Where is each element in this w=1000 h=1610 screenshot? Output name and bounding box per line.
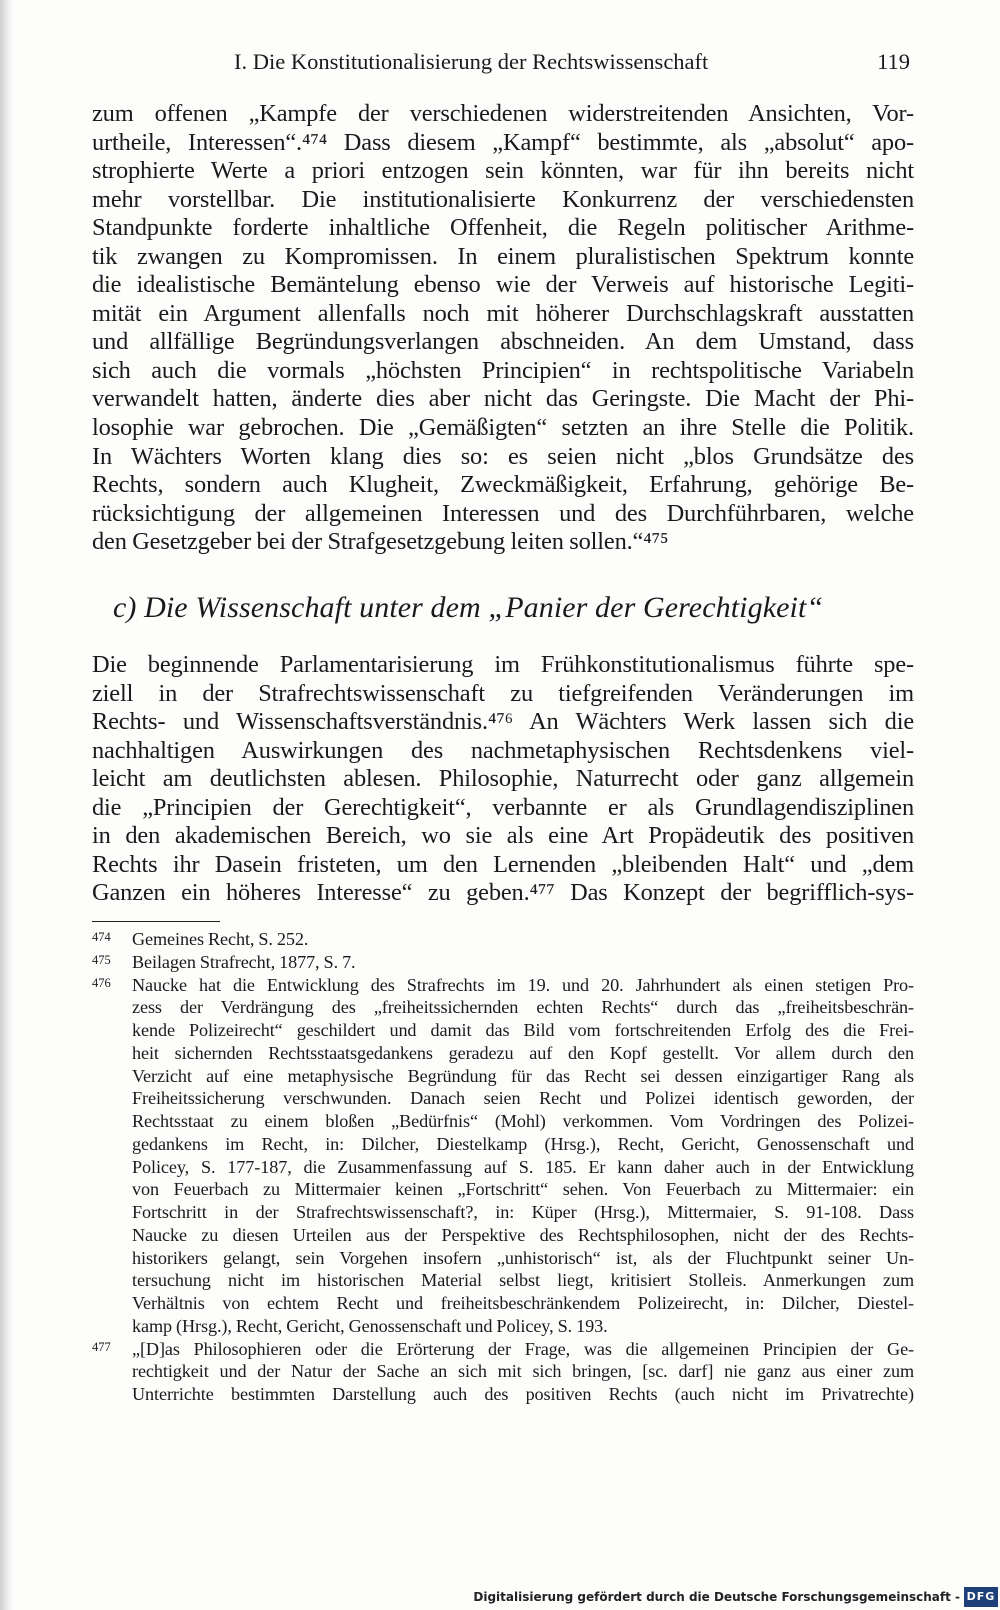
footnote-475 — [92, 951, 914, 974]
footnote-line: heit sichernden Rechtsstaatsgedankens geradezu auf den Kopf gestellt. Vor allem durch den — [132, 1042, 914, 1063]
footnote-line: Naucke zu diesen Urteilen aus der Perspektive des Rechtsphilosophen, nicht der des Rechts- — [132, 1224, 914, 1245]
page-number: 119 — [877, 49, 910, 74]
footnote-line: von Feuerbach zu Mittermaier keinen „Fortschritt“ sehen. Von Feuerbach zu Mittermaier: ein — [132, 1179, 914, 1200]
text-line: strophierte Werte a priori entzogen sein könnten, war für ihn bereits nicht — [92, 157, 914, 185]
footnote-474 — [92, 928, 914, 951]
footnote-text — [132, 1338, 914, 1406]
section-heading: c) Die Wissenschaft unter dem „Panier der Gerechtigkeit“ — [113, 591, 824, 624]
footnote-text — [132, 928, 914, 951]
footnote-line: rechtigkeit und der Natur der Sache an sich mit sich bringen, [sc. darf] nie ganz aus einer zum — [132, 1361, 914, 1382]
footnote-separator — [92, 921, 220, 922]
text-line: mität ein Argument allenfalls noch mit höherer Durchschlagskraft ausstatten — [92, 299, 914, 327]
text-line: urtheile, Interessen“.⁴⁷⁴ Dass diesem „Kampf“ bestimmte, als „absolut“ apo- — [92, 128, 914, 156]
footnote-line: gedankens im Recht, in: Dilcher, Diestelkamp (Hrsg.), Recht, Gericht, Genossenschaft und — [132, 1133, 914, 1154]
footnote-line: Fortschritt in der Strafrechtswissenschaft?, in: Küper (Hrsg.), Mittermaier, S. 91-108. Dass — [132, 1202, 914, 1222]
text-line: Rechts ihr Dasein fristeten, um den Lernenden „bleibenden Halt“ und „dem — [92, 850, 914, 878]
text-line: Ganzen ein höheres Interesse“ zu geben.⁴⁷⁷ Das Konzept der begrifflich-sys- — [92, 879, 914, 907]
footnote-line: Unterrichte bestimmten Darstellung auch des positiven Rechts (auch nicht im Privatrechte) — [132, 1384, 914, 1404]
dfg-logo: DFG — [964, 1587, 998, 1607]
footnote-line: kende Polizeirecht“ geschildert und damit das Bild vom fortschreitenden Erfolg des die Frei- — [132, 1020, 914, 1040]
footnote-text — [132, 951, 914, 974]
footnote-line: Verhältnis von echtem Recht und freiheitsbeschränkendem Polizeirecht, in: Dilcher, Diestel- — [132, 1293, 914, 1313]
footnotes — [92, 928, 914, 1406]
text-line: und allfällige Begründungsverlangen abschneiden. An dem Umstand, dass — [92, 328, 914, 356]
text-line: Rechts- und Wissenschaftsverständnis.⁴⁷⁶ An Wächters Werk lassen sich die — [92, 708, 914, 736]
text-line: In Wächters Worten klang dies so: es seien nicht „blos Grundsätze des — [92, 442, 914, 470]
text-line: ziell in der Strafrechtswissenschaft zu tiefgreifenden Veränderungen im — [92, 679, 914, 707]
footnote-line: zess der Verdrängung des „freiheitssichernden echten Rechts“ durch das „freiheitsbeschrän- — [132, 997, 914, 1018]
footnote-number: 474 — [92, 930, 111, 944]
footnote-line: kamp (Hrsg.), Recht, Gericht, Genossenschaft und Policey, S. 193. — [132, 1315, 608, 1336]
text-line: die idealistische Bemäntelung ebenso wie der Verweis auf historische Legiti- — [92, 271, 914, 299]
text-line: nachhaltigen Auswirkungen des nachmetaphysischen Rechtsdenkens viel- — [92, 736, 914, 764]
footnote-line: Naucke hat die Entwicklung des Strafrechts im 19. und 20. Jahrhundert als einen stetigen Pro- — [132, 974, 914, 995]
digitization-credit — [473, 1584, 1000, 1610]
footnote-number: 477 — [92, 1339, 111, 1354]
text-line: sich auch die vormals „höchsten Principien“ in rechtspolitische Variabeln — [92, 356, 914, 384]
footnote-line: Gemeines Recht, S. 252. — [132, 929, 309, 949]
footnote-line: Verzicht auf eine metaphysische Begründung für das Recht sei dessen einzigartiger Rang als — [132, 1065, 914, 1086]
running-head — [234, 44, 910, 80]
footnote-477 — [92, 1338, 914, 1406]
paragraph-2 — [92, 651, 914, 908]
text-line: mehr vorstellbar. Die institutionalisierte Konkurrenz der verschiedensten — [92, 185, 914, 213]
running-head-title: I. Die Konstitutionalisierung der Rechtswissenschaft — [234, 49, 709, 74]
footnote-number: 475 — [92, 952, 111, 967]
footnote-line: tersuchung nicht im historischen Material selbst liegt, kritisiert Stolleis. Anmerkungen zum — [132, 1270, 914, 1291]
text-line: den Gesetzgeber bei der Strafgesetzgebung leiten sollen.“⁴⁷⁵ — [92, 528, 669, 556]
text-line: leicht am deutlichsten ablesen. Philosophie, Naturrecht oder ganz allgemein — [92, 765, 914, 793]
text-line: rücksichtigung der allgemeinen Interessen und des Durchführbaren, welche — [92, 499, 914, 527]
text-line: Die beginnende Parlamentarisierung im Frühkonstitutionalismus führte spe- — [92, 651, 914, 678]
footnote-number: 476 — [92, 975, 111, 990]
footnote-line: „[D]as Philosophieren oder die Erörterung der Frage, was die allgemeinen Principien der Ge- — [132, 1338, 914, 1359]
text-line: Standpunkte forderte inhaltliche Offenheit, die Regeln politischer Arithme- — [92, 214, 914, 242]
footnote-text — [132, 974, 914, 1338]
text-line: losophie war gebrochen. Die „Gemäßigten“ setzten an ihre Stelle die Politik. — [92, 414, 914, 442]
footnote-line: Rechtsstaat zu einem bloßen „Bedürfnis“ (Mohl) verkommen. Vom Vordringen des Polizei- — [132, 1111, 914, 1131]
text-line: die „Principien der Gerechtigkeit“, verbannte er als Grundlagendisziplinen — [92, 793, 914, 821]
text-line: Rechts, sondern auch Klugheit, Zweckmäßigkeit, Erfahrung, gehörige Be- — [92, 471, 914, 499]
footnote-line: Beilagen Strafrecht, 1877, S. 7. — [132, 951, 356, 972]
footnote-line: Policey, S. 177-187, die Zusammenfassung auf S. 185. Er kann daher auch in der Entwicklung — [132, 1156, 914, 1177]
text-line: verwandelt hatten, änderte dies aber nicht das Geringste. Die Macht der Phi- — [92, 385, 914, 413]
text-line: tik zwangen zu Kompromissen. In einem pluralistischen Spektrum konnte — [92, 242, 914, 270]
paragraph-1 — [92, 100, 914, 557]
text-line: zum offenen „Kampfe der verschiedenen widerstreitenden Ansichten, Vor- — [92, 100, 914, 127]
credit-text: Digitalisierung gefördert durch die Deutsche Forschungsgemeinschaft - — [473, 1590, 960, 1604]
footnote-476 — [92, 974, 914, 1338]
footnote-line: Freiheitssicherung verschwunden. Danach seien Recht und Polizei identisch geworden, der — [132, 1088, 914, 1109]
footnote-line: historikers gelangt, sein Vorgehen insofern „unhistorisch“ ist, als der Fluchtpunkt seiner Un- — [132, 1247, 914, 1268]
page-gutter-shadow — [0, 0, 14, 1610]
text-line: in den akademischen Bereich, wo sie als eine Art Propädeutik des positiven — [92, 822, 914, 850]
